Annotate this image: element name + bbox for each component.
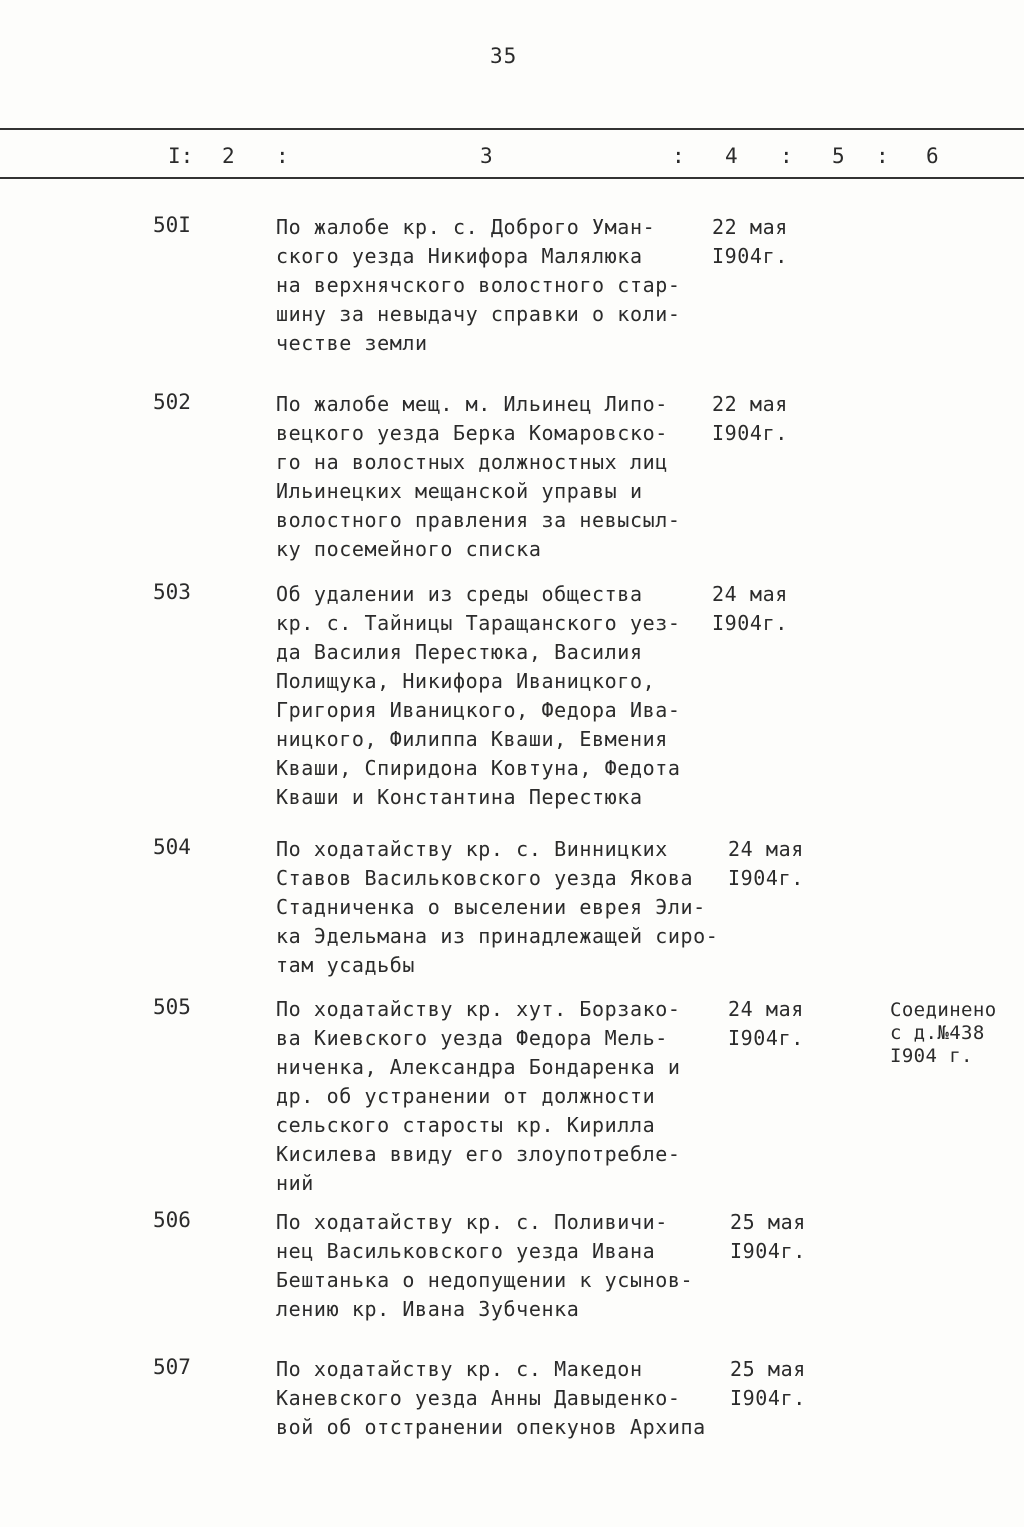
entry-description: [276, 995, 716, 1198]
column-header-1: I:: [168, 144, 194, 168]
description-line: Стадниченка о выселении еврея Эли-: [276, 895, 706, 919]
column-separator: :: [276, 144, 289, 168]
description-line: ка Эдельмана из принадлежащей сиро-: [276, 924, 719, 948]
description-line: Бештанька о недопущении к усынов-: [276, 1268, 694, 1292]
description-line: кр. с. Тайницы Таращанского уез-: [276, 611, 681, 635]
header-bottom-rule: [0, 177, 1024, 179]
date-day: 25 мая: [730, 1210, 806, 1234]
description-line: лению кр. Ивана Зубченка: [276, 1297, 580, 1321]
date-day: 25 мая: [730, 1357, 806, 1381]
entry-description: [276, 835, 719, 980]
description-line: ва Киевского уезда Федора Мель-: [276, 1026, 668, 1050]
description-line: Кваши, Спиридона Ковтуна, Федота: [276, 756, 681, 780]
column-header-3: 3: [480, 144, 493, 168]
description-line: По ходатайству кр. хут. Борзако-: [276, 997, 681, 1021]
description-line: волостного правления за невысыл-: [276, 508, 681, 532]
description-line: нец Васильковского уезда Ивана: [276, 1239, 656, 1263]
entry-number: 505: [153, 995, 191, 1019]
column-separator: :: [876, 144, 889, 168]
entry-number: 503: [153, 580, 191, 604]
entry-date: [730, 1208, 806, 1266]
description-line: Каневского уезда Анны Давыденко-: [276, 1386, 681, 1410]
entry-date: [712, 213, 788, 271]
date-year: I904г.: [728, 866, 804, 890]
description-line: честве земли: [276, 331, 428, 355]
date-day: 24 мая: [728, 837, 804, 861]
description-line: Полищука, Никифора Иваницкого,: [276, 669, 656, 693]
description-line: По ходатайству кр. с. Македон: [276, 1357, 643, 1381]
entry-date: [712, 580, 788, 638]
description-line: Ильинецких мещанской управы и: [276, 479, 643, 503]
description-line: Григория Иваницкого, Федора Ива-: [276, 698, 681, 722]
header-top-rule: [0, 128, 1024, 130]
description-line: др. об устранении от должности: [276, 1084, 656, 1108]
column-separator: :: [780, 144, 793, 168]
entry-number: 506: [153, 1208, 191, 1232]
description-line: на верхнячского волостного стар-: [276, 273, 681, 297]
entry-description: [276, 580, 716, 812]
column-header-5: 5: [832, 144, 845, 168]
description-line: да Василия Перестюка, Василия: [276, 640, 643, 664]
date-day: 22 мая: [712, 215, 788, 239]
description-line: Об удалении из среды общества: [276, 582, 643, 606]
entry-description: [276, 213, 716, 358]
date-year: I904г.: [712, 421, 788, 445]
description-line: вой об отстранении опекунов Архипа: [276, 1415, 706, 1439]
description-line: По жалобе кр. с. Доброго Уман-: [276, 215, 656, 239]
description-line: ний: [276, 1171, 314, 1195]
description-line: ницкого, Филиппа Кваши, Евмения: [276, 727, 668, 751]
entry-date: [730, 1355, 806, 1413]
date-day: 24 мая: [728, 997, 804, 1021]
description-line: Ставов Васильковского уезда Якова: [276, 866, 694, 890]
date-year: I904г.: [712, 244, 788, 268]
entry-number: 50I: [153, 213, 191, 237]
column-separator: :: [672, 144, 685, 168]
entry-date: [728, 835, 804, 893]
date-year: I904г.: [730, 1386, 806, 1410]
date-year: I904г.: [730, 1239, 806, 1263]
column-header-4: 4: [725, 144, 738, 168]
entry-description: [276, 1208, 716, 1324]
entry-note: [890, 999, 997, 1068]
page-number: 35: [490, 44, 518, 68]
description-line: ку посемейного списка: [276, 537, 542, 561]
description-line: там усадьбы: [276, 953, 416, 977]
entry-number: 502: [153, 390, 191, 414]
description-line: По ходатайству кр. с. Винницких: [276, 837, 668, 861]
description-line: вецкого уезда Берка Комаровско-: [276, 421, 668, 445]
description-line: ниченка, Александра Бондаренка и: [276, 1055, 681, 1079]
description-line: го на волостных должностных лиц: [276, 450, 668, 474]
entry-date: [728, 995, 804, 1053]
description-line: сельского старосты кр. Кирилла: [276, 1113, 656, 1137]
description-line: ского уезда Никифора Малялюка: [276, 244, 643, 268]
column-header-2: 2: [222, 144, 235, 168]
entry-number: 507: [153, 1355, 191, 1379]
note-line: Сoединено: [890, 999, 997, 1021]
description-line: Кваши и Константина Перестюка: [276, 785, 643, 809]
entry-description: [276, 1355, 716, 1442]
description-line: По жалобе мещ. м. Ильинец Липо-: [276, 392, 668, 416]
column-header-6: 6: [926, 144, 939, 168]
description-line: шину за невыдачу справки о коли-: [276, 302, 681, 326]
entry-number: 504: [153, 835, 191, 859]
entry-description: [276, 390, 716, 564]
description-line: Кисилева ввиду его злоупотребле-: [276, 1142, 681, 1166]
note-line: с д.№438: [890, 1022, 985, 1044]
date-day: 24 мая: [712, 582, 788, 606]
date-year: I904г.: [728, 1026, 804, 1050]
entry-date: [712, 390, 788, 448]
date-day: 22 мая: [712, 392, 788, 416]
date-year: I904г.: [712, 611, 788, 635]
note-line: I904 г.: [890, 1045, 973, 1067]
description-line: По ходатайству кр. с. Поливичи-: [276, 1210, 668, 1234]
